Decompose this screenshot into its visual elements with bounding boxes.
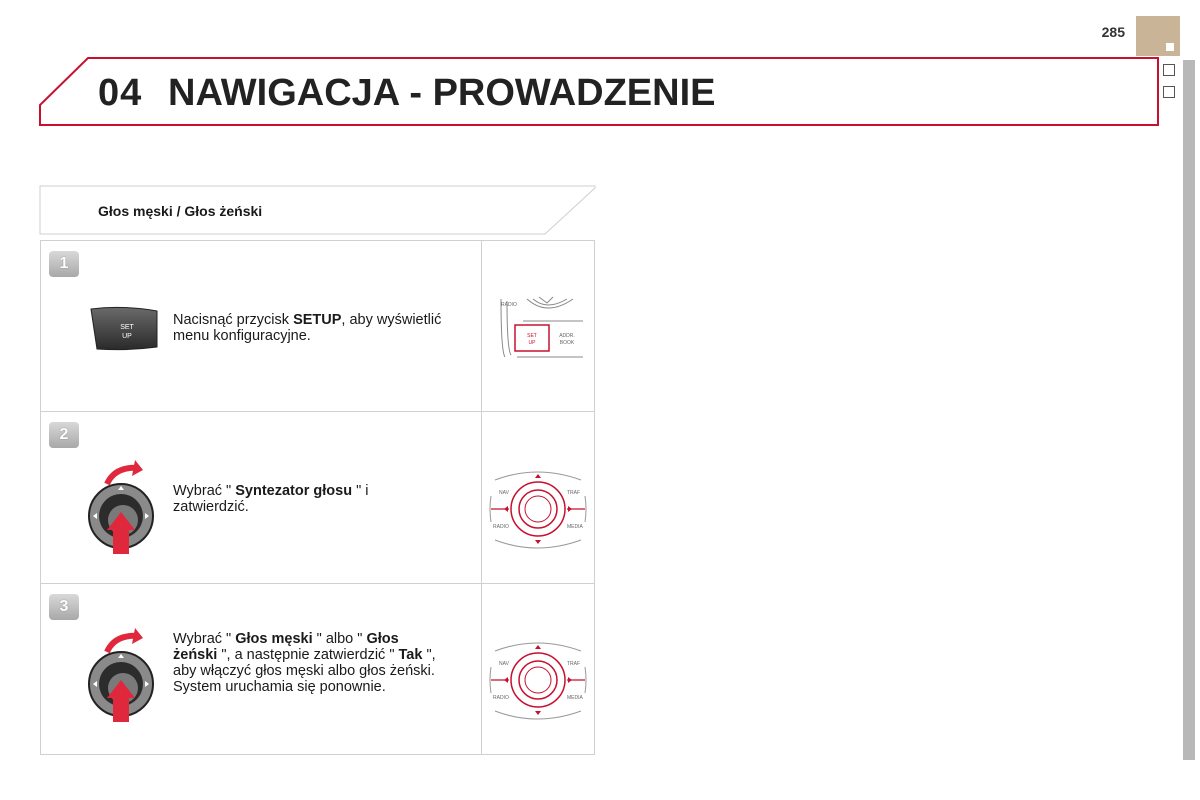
step-number-badge: 3 xyxy=(49,594,79,620)
navigation-dial-illustration xyxy=(487,637,589,723)
panel-traf-label: TRAF xyxy=(567,661,581,667)
page-number: 285 xyxy=(1101,24,1125,40)
section-number: 04 xyxy=(98,72,143,114)
panel-addr-label-bottom: BOOK xyxy=(559,340,575,346)
step-number-badge: 1 xyxy=(49,251,79,277)
text-run-bold: Głos męski xyxy=(235,631,313,647)
text-run-bold: Syntezator głosu xyxy=(235,483,353,499)
text-run-bold: SETUP xyxy=(293,312,342,328)
panel-radio-label: RADIO xyxy=(493,524,509,530)
panel-addr-label-top: ADDR. xyxy=(559,333,575,339)
setup-button-label-top: SET xyxy=(120,324,134,331)
text-run: " i zatwierdzić. xyxy=(173,483,369,515)
panel-media-label: MEDIA xyxy=(567,524,583,530)
text-run: Wybrać " xyxy=(173,483,236,499)
text-run-bold: Głos żeński xyxy=(173,631,399,663)
setup-button-label-bottom: UP xyxy=(122,333,132,340)
rotary-knob-icon xyxy=(85,626,159,726)
text-run: ", aby włączyć głos męski albo głos żeński. System uruchamia się ponownie. xyxy=(173,647,436,695)
text-run: , aby wyświetlić menu konfiguracyjne. xyxy=(173,312,442,344)
step-2 xyxy=(40,411,595,584)
setup-panel-illustration xyxy=(487,291,587,361)
text-run: ", a następnie zatwierdzić " xyxy=(217,647,399,663)
step-1-text xyxy=(173,312,443,344)
panel-radio-label: RADIO xyxy=(501,302,517,308)
rotary-knob-icon xyxy=(85,458,159,558)
panel-nav-label: NAV xyxy=(499,490,509,496)
panel-media-label: MEDIA xyxy=(567,695,583,701)
step-number-badge: 2 xyxy=(49,422,79,448)
navigation-dial-illustration xyxy=(487,466,589,552)
panel-traf-label: TRAF xyxy=(567,490,581,496)
setup-button-icon xyxy=(87,303,163,357)
step-2-text xyxy=(173,483,443,515)
step-3 xyxy=(40,583,595,755)
panel-radio-label: RADIO xyxy=(493,695,509,701)
step-3-text xyxy=(173,631,443,695)
text-run: Nacisnąć przycisk xyxy=(173,312,294,328)
step-1 xyxy=(40,240,595,412)
panel-nav-label: NAV xyxy=(499,661,509,667)
column-divider xyxy=(481,241,482,411)
subsection-title: Głos męski / Głos żeński xyxy=(98,203,263,219)
panel-setup-label-top: SET xyxy=(527,333,537,339)
text-run: " albo " xyxy=(312,631,367,647)
column-divider xyxy=(481,584,482,754)
text-run: Wybrać " xyxy=(173,631,236,647)
panel-setup-label-bottom: UP xyxy=(528,340,536,346)
section-title: NAWIGACJA - PROWADZENIE xyxy=(168,72,716,114)
text-run-bold: Tak xyxy=(398,647,423,663)
column-divider xyxy=(481,412,482,583)
